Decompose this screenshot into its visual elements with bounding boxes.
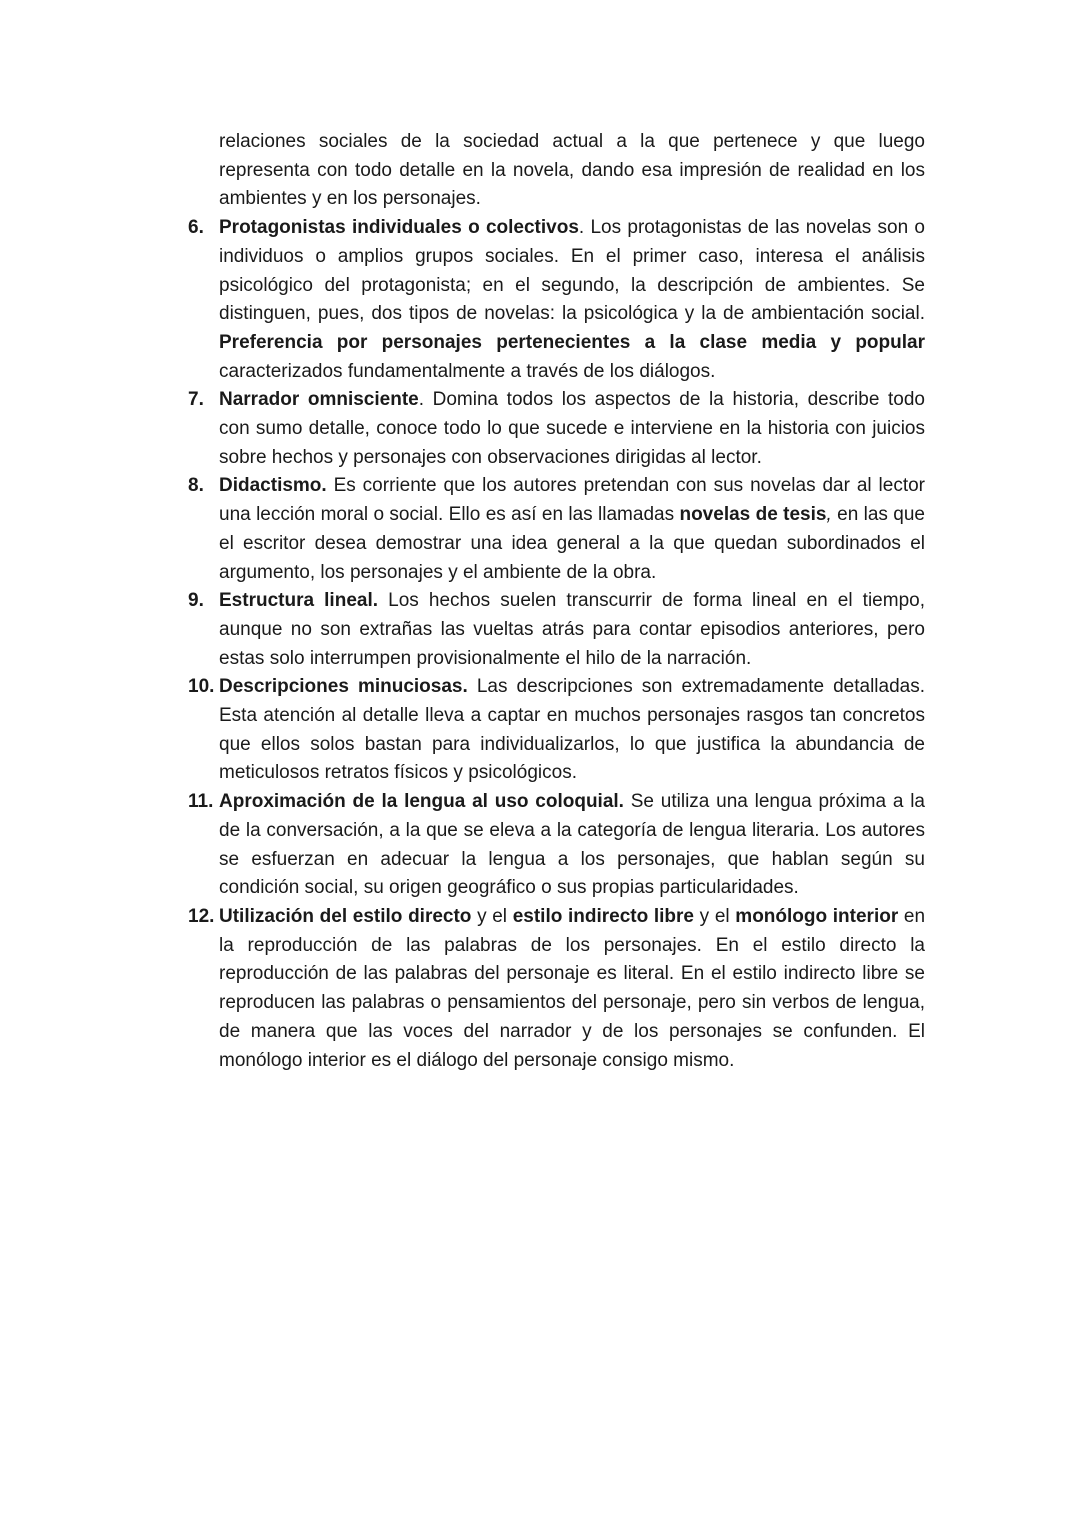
list-item-11 <box>188 788 925 903</box>
item-text: Los hechos suelen transcurrir de forma lineal en el tiempo, aunque no son extrañas las vueltas atrás para contar episodios anteriores, pero estas solo interrumpen provisionalmente el hilo de la narración. <box>219 590 925 669</box>
item-number: 6. <box>188 217 204 239</box>
item-text: Las descripciones son extremadamente detalladas. Esta atención al detalle lleva a captar en muchos personajes rasgos tan concretos que ellos solos bastan para individualizarlos, lo que justifica la abundancia de meticulosos retratos físicos y psicológicos. <box>219 676 925 784</box>
item-text: Es corriente que los autores pretendan con sus novelas dar al lector una lección moral o social. Ello es así en las llamadas <box>219 475 925 526</box>
item-number: 7. <box>188 389 204 411</box>
item-title: Aproximación de la lengua al uso coloquial. <box>219 791 624 813</box>
item-title: Protagonistas individuales o colectivos <box>219 217 579 239</box>
list-item-12 <box>188 903 925 1075</box>
item-text: caracterizados fundamentalmente a través de los diálogos. <box>219 360 716 382</box>
item-title: Descripciones minuciosas. <box>219 676 468 698</box>
item-number: 9. <box>188 590 204 612</box>
list-item-9 <box>188 587 925 673</box>
item-text: en las que el escritor desea demostrar una idea general a la que quedan subordinados el argumento, los personajes y el ambiente de la obra. <box>219 504 925 583</box>
item-title: Didactismo. <box>219 475 327 497</box>
intro-paragraph <box>188 128 925 214</box>
intro-text: relaciones sociales de la sociedad actual a la que pertenece y que luego representa con todo detalle en la novela, dando esa impresión de realidad en los ambientes y en los personajes. <box>219 131 925 210</box>
item-bold-phrase: estilo indirecto libre <box>512 905 695 927</box>
list-item-10 <box>188 673 925 788</box>
item-text: y el <box>694 905 736 927</box>
item-number: 11. <box>188 791 214 813</box>
item-number: 10. <box>188 676 215 698</box>
item-number: 12. <box>188 905 215 927</box>
item-text: . Los protagonistas de las novelas son o individuos o amplios grupos sociales. En el primer caso, interesa el análisis psicológico del protagonista; en el segundo, la descripción de ambientes. Se distinguen, pues, dos tipos de novelas: la psicológica y la de ambientación social. <box>219 217 925 325</box>
item-text: . Domina todos los aspectos de la historia, describe todo con sumo detalle, conoce todo lo que sucede e interviene en la historia con juicios sobre hechos y personajes con observaciones dirigidas al lector. <box>219 389 925 468</box>
item-text: y el <box>471 905 513 927</box>
item-bold-phrase: Preferencia por personajes pertenecientes a la clase media y popular <box>219 331 925 353</box>
item-comma: , <box>826 504 832 526</box>
item-text: en la reproducción de las palabras de los personajes. En el estilo directo la reproducción de las palabras del personaje es literal. En el estilo indirecto libre se reproducen las palabras o pensamientos del personaje, pero sin verbos de lengua, de manera que las voces del narrador y de los personajes se confunden. El monólogo interior es el diálogo del personaje consigo mismo. <box>219 905 926 1071</box>
list-item-6 <box>188 214 925 386</box>
item-bold-phrase: novelas de tesis <box>679 504 827 526</box>
item-text: Se utiliza una lengua próxima a la de la conversación, a la que se eleva a la categoría de lengua literaria. Los autores se esfuerzan en adecuar la lengua a los personajes, que hablan según su condición social, su origen geográfico o sus propias particularidades. <box>219 791 925 899</box>
item-bold-phrase: monólogo interior <box>735 905 899 927</box>
item-title: Narrador omnisciente <box>219 389 419 411</box>
list-item-8 <box>188 472 925 587</box>
item-title: Estructura lineal. <box>219 590 379 612</box>
list-item-7 <box>188 386 925 472</box>
item-number: 8. <box>188 475 204 497</box>
document-body <box>188 128 925 1075</box>
item-title: Utilización del estilo directo <box>219 905 472 927</box>
